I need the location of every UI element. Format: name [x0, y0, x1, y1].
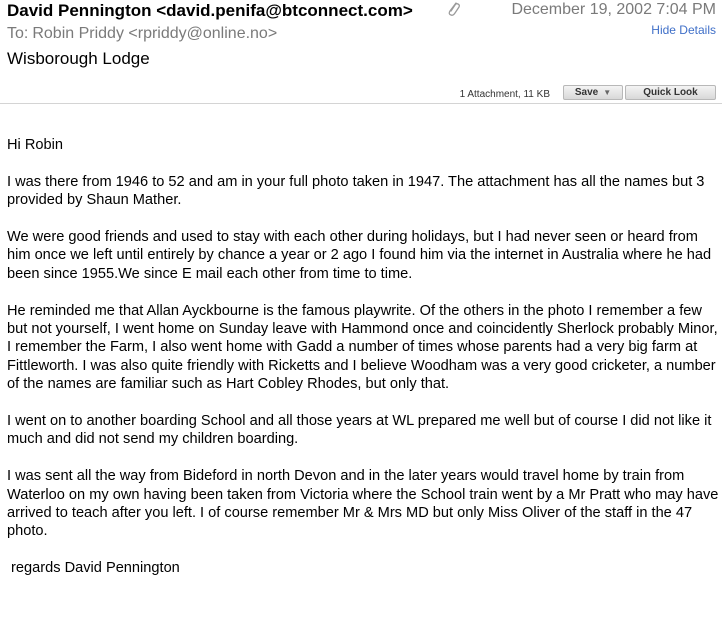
sent-date: December 19, 2002 7:04 PM — [511, 1, 716, 18]
save-button[interactable] — [563, 85, 623, 100]
quick-look-button[interactable] — [625, 85, 716, 100]
body-paragraph: He reminded me that Allan Ayckbourne is the famous playwrite. Of the others in the photo I remember a few but not yourself, I went home on Sunday leave with Hammond once and coincidently Sherlock probably Minor, I remember the Farm, I also went home with Gadd a number of times whose parents had a very big farm at Fittleworth. I was also quite friendly with Ricketts and I believe Woodham was a very good cricketer, a number of the names are familiar such as Hart Cobley Rhodes, but only that. — [7, 302, 718, 393]
attachment-bar — [0, 83, 722, 104]
greeting: Hi Robin — [7, 137, 63, 153]
body-paragraph: We were good friends and used to stay with each other during holidays, but I had never seen or heard from him once we left until entirely by chance a year or 2 ago I found him via the internet in Australia where he had been since 1955.We since E mail each other from time to time. — [7, 229, 712, 282]
triangle-down-icon: ▼ — [603, 88, 612, 97]
signoff: regards David Pennington — [7, 560, 180, 577]
recipient[interactable]: Robin Priddy <rpriddy@online.no> — [32, 25, 278, 42]
body-paragraph: I was there from 1946 to 52 and am in your full photo taken in 1947. The attachment has all the names but 3 provided by Shaun Mather. — [7, 173, 705, 209]
message-body — [7, 136, 719, 596]
body-paragraph: I was sent all the way from Bideford in north Devon and in the later years would travel home by train from Waterloo on my own having been taken from Victoria where the School train went by a Mr Pratt who may have arrived to teach after you left. I of course remember Mr & Mrs MD but only Miss Oliver of the staff in the 47 photo. — [7, 468, 719, 540]
save-label: Save — [574, 87, 599, 98]
sender[interactable]: David Pennington <david.penifa@btconnect.com> — [7, 1, 413, 20]
body-paragraph: I went on to another boarding School and all those years at WL prepared me well but of course I did not like it much and did not send my children boarding. — [7, 413, 712, 448]
subject: Wisborough Lodge — [7, 49, 150, 68]
attachment-summary: 1 Attachment, 11 KB — [459, 89, 550, 100]
recipient-row — [7, 25, 277, 43]
hide-details-link[interactable]: Hide Details — [651, 23, 716, 37]
to-label: To: — [7, 25, 29, 42]
paperclip-icon — [446, 0, 462, 18]
quick-look-label: Quick Look — [643, 87, 698, 98]
